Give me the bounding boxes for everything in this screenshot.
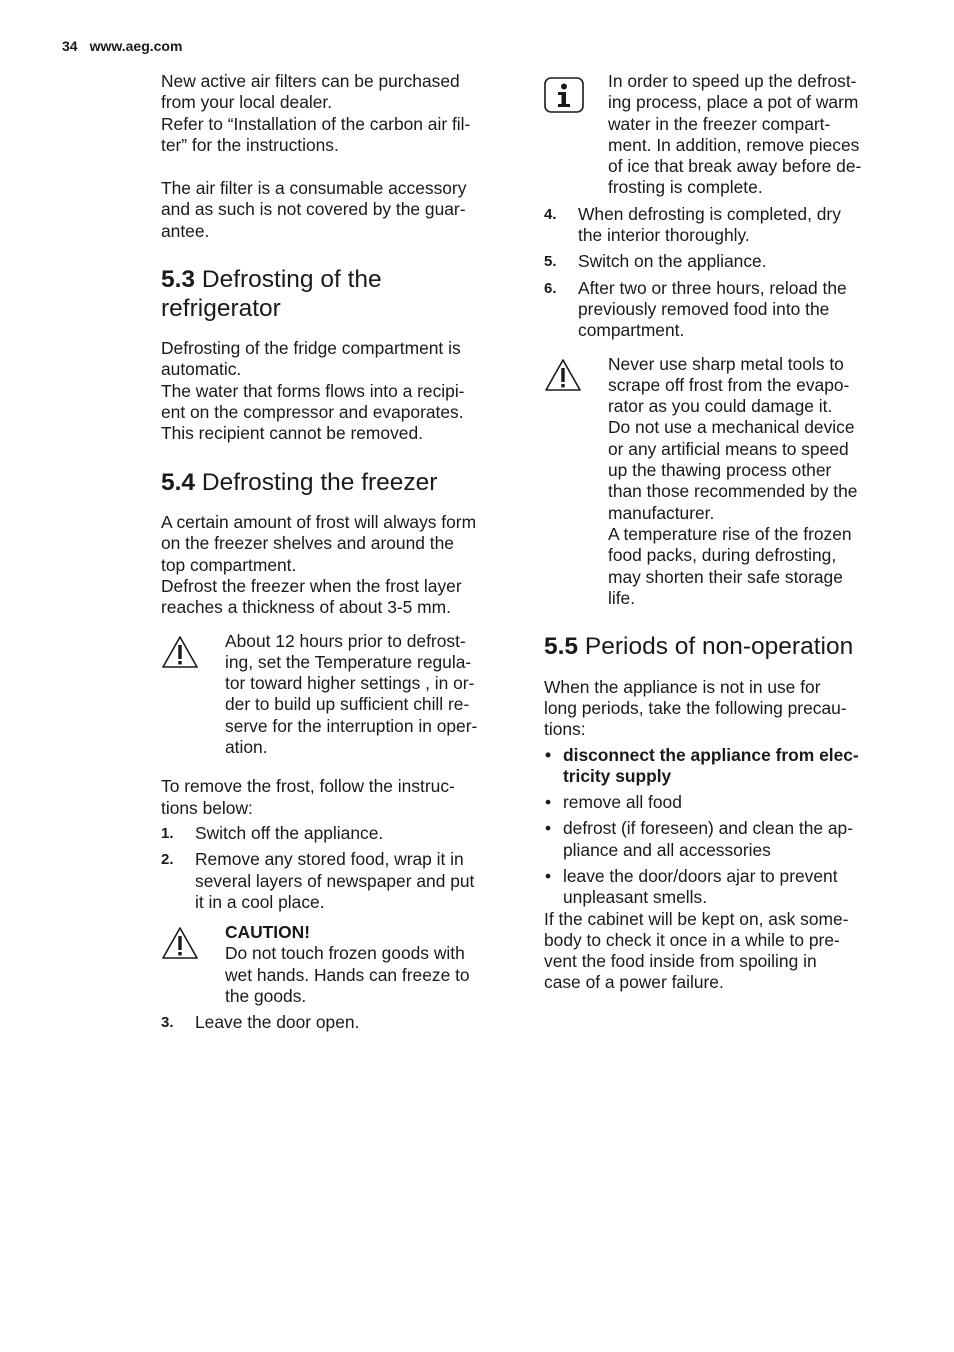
warning-triangle-icon xyxy=(544,358,582,392)
caution-text: Do not touch frozen goods with wet hands. Hands can freeze to the goods. xyxy=(225,943,470,1006)
step-text: Switch off the appliance. xyxy=(195,822,384,843)
info-note xyxy=(544,71,896,199)
step-item xyxy=(161,823,517,844)
section-number: 5.3 xyxy=(161,266,196,294)
list-item: • defrost (if foreseen) and clean the ap- pliance and all accessories xyxy=(544,818,896,861)
step-number: 4. xyxy=(544,205,557,223)
step-number: 3. xyxy=(161,1014,174,1032)
step-text: Leave the door open. xyxy=(195,1012,360,1033)
info-text: In order to speed up the defrost- ing process, place a pot of warm water in the freezer compart- ment. In addition, remove pieces of ice that break away before de- frosting is complete. xyxy=(608,71,862,198)
caution-title: CAUTION! xyxy=(225,922,311,943)
right-column xyxy=(544,71,896,994)
filter-consumable-text: The air filter is a consumable accessory and as such is not covered by the guar- antee. xyxy=(161,178,467,241)
page-header xyxy=(62,37,182,55)
step-number: 2. xyxy=(161,851,174,869)
section-title: Defrosting of the refrigerator xyxy=(161,266,382,322)
remove-frost-intro: To remove the frost, follow the instruc- tions below: xyxy=(161,776,455,818)
warning-text: Never use sharp metal tools to scrape off frost from the evapo- rator as you could damage it. Do not use a mechanical device or any artificial means to speed up the thawing process other than those recommended by the manufacturer. A temperature rise of the frozen food packs, during defrosting, may shorten their safe storage life. xyxy=(608,353,858,608)
step-item xyxy=(161,1012,517,1033)
warning-text: About 12 hours prior to defrost- ing, set the Temperature regula- tor toward higher settings , in or- der to build up sufficient chill re- serve for the interruption in oper- ation. xyxy=(225,630,478,758)
warning-note xyxy=(161,631,517,759)
section-title: Periods of non-operation xyxy=(584,633,854,661)
non-operation-intro: When the appliance is not in use for long periods, take the following precau- tions: xyxy=(544,676,847,740)
list-item: • remove all food xyxy=(544,792,896,813)
closing-text: If the cabinet will be kept on, ask some- body to check it once in a while to pre- vent the food inside from spoiling in case of a power failure. xyxy=(544,908,849,993)
left-column xyxy=(161,71,517,1039)
section-title: Defrosting the freezer xyxy=(201,468,438,496)
step-item xyxy=(544,278,896,342)
defrost-steps xyxy=(161,823,517,913)
section-heading-5-3 xyxy=(161,266,517,323)
step-item xyxy=(544,251,896,272)
page-number: 34 xyxy=(62,38,78,54)
info-icon xyxy=(544,77,584,113)
section-number: 5.4 xyxy=(161,468,196,496)
step-item xyxy=(544,204,896,247)
caution-note xyxy=(161,922,517,1007)
step-text: Switch on the appliance. xyxy=(578,251,767,272)
header-url[interactable]: www.aeg.com xyxy=(89,38,183,54)
step-text: After two or three hours, reload the previously removed food into the compartment. xyxy=(578,277,847,341)
precautions-list xyxy=(544,745,896,909)
step-item xyxy=(161,849,517,913)
warning-note xyxy=(544,354,896,610)
list-item: • disconnect the appliance from elec- tricity supply xyxy=(544,745,896,788)
step-text: Remove any stored food, wrap it in several layers of newspaper and put it in a cool place. xyxy=(195,849,475,912)
step-number: 6. xyxy=(544,279,557,297)
section-heading-5-5 xyxy=(544,633,896,662)
list-item: • leave the door/doors ajar to prevent unpleasant smells. xyxy=(544,866,896,909)
defrost-steps-cont xyxy=(161,1012,517,1033)
section-number: 5.5 xyxy=(544,633,579,661)
warning-triangle-icon xyxy=(161,635,199,669)
step-text: When defrosting is completed, dry the interior thoroughly. xyxy=(578,203,841,246)
fridge-defrost-text: Defrosting of the fridge compartment is automatic. The water that forms flows into a recipi- ent on the compressor and evaporates. This recipient cannot be removed. xyxy=(161,338,465,444)
step-number: 5. xyxy=(544,253,557,271)
section-heading-5-4 xyxy=(161,469,517,498)
warning-triangle-icon xyxy=(161,926,199,960)
freezer-frost-text: A certain amount of frost will always form on the freezer shelves and around the top compartment. Defrost the freezer when the frost layer reaches a thickness of about 3-5 mm. xyxy=(161,512,477,618)
filter-purchase-text: New active air filters can be purchased from your local dealer. Refer to “Installation of the carbon air fil- ter” for the instructions. xyxy=(161,71,471,155)
defrost-steps-right xyxy=(544,204,896,342)
step-number: 1. xyxy=(161,824,174,842)
